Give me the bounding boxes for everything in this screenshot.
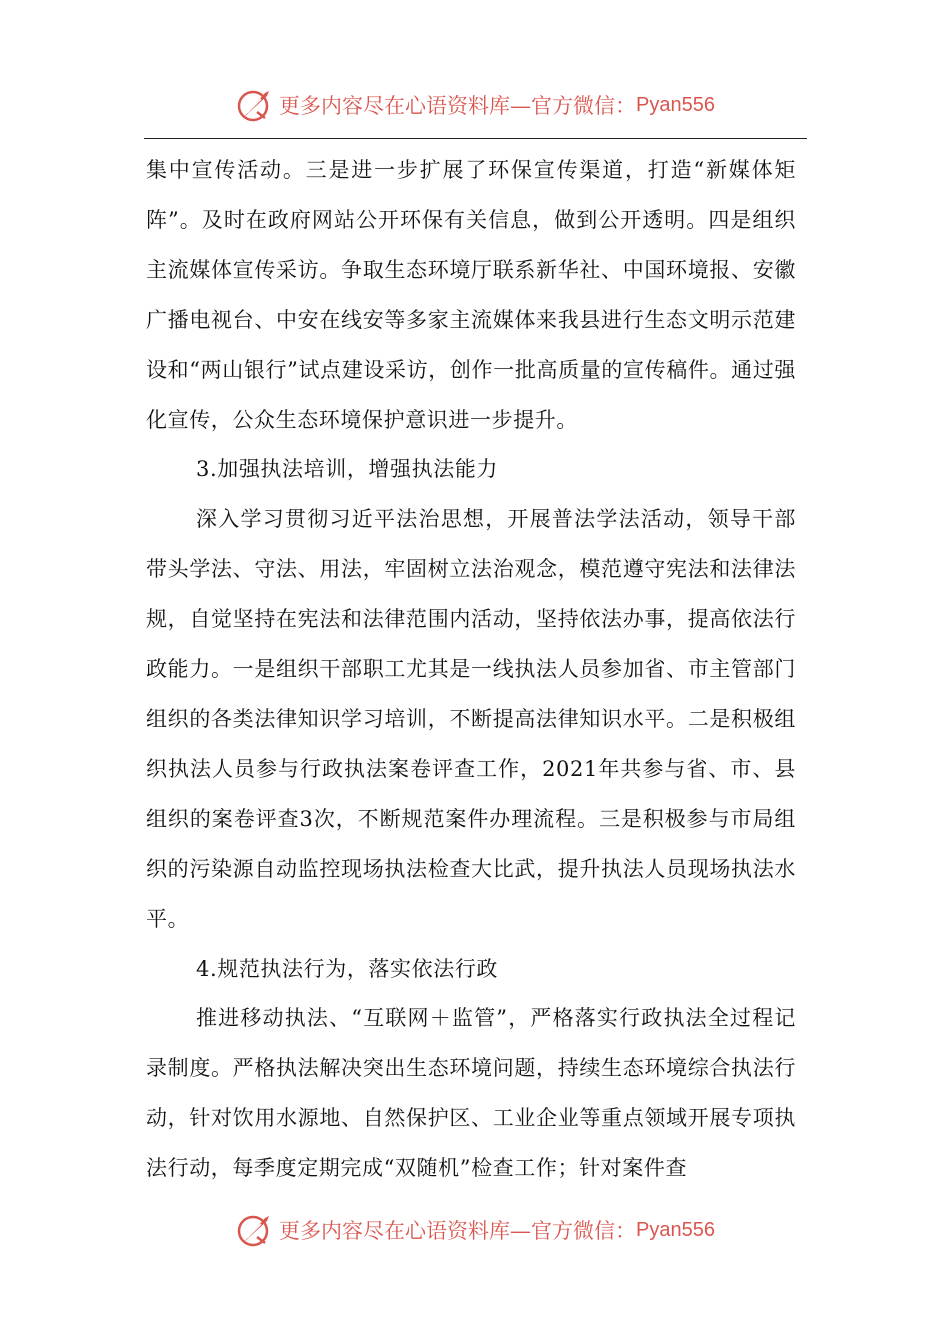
document-body: [146, 146, 796, 1194]
header-banner: [0, 80, 950, 130]
body-paragraph: 深入学习贯彻习近平法治思想，开展普法学法活动，领导干部带头学法、守法、用法，牢固树立法治观念，模范遵守宪法和法律法规，自觉坚持在宪法和法律范围内活动，坚持依法办事，提高依法行政能力。一是组织干部职工尤其是一线执法人员参加省、市主管部门组织的各类法律知识学习培训，不断提高法律知识水平。二是积极组织执法人员参与行政执法案卷评查工作，2021年共参与省、市、县组织的案卷评查3次，不断规范案件办理流程。三是积极参与市局组织的污染源自动监控现场执法检查大比武，提升执法人员现场执法水平。: [146, 507, 796, 931]
body-paragraph: 集中宣传活动。三是进一步扩展了环保宣传渠道，打造“新媒体矩阵”。及时在政府网站公开环保有关信息，做到公开透明。四是组织主流媒体宣传采访。争取生态环境厅联系新华社、中国环境报、安徽广播电视台、中安在线安等多家主流媒体来我县进行生态文明示范建设和“两山银行”试点建设采访，创作一批高质量的宣传稿件。通过强化宣传，公众生态环境保护意识进一步提升。: [146, 158, 796, 432]
banner-text: 更多内容尽在心语资料库—官方微信：: [279, 1219, 637, 1243]
section-heading: 3.加强执法培训，增强执法能力: [196, 457, 499, 482]
header-divider: [144, 138, 807, 139]
quill-logo-icon: [235, 85, 275, 125]
banner-text: 更多内容尽在心语资料库—官方微信：: [279, 94, 637, 118]
body-paragraph: 推进移动执法、“互联网＋监管”，严格落实行政执法全过程记录制度。严格执法解决突出生态环境问题，持续生态环境综合执法行动，针对饮用水源地、自然保护区、工业企业等重点领域开展专项执法行动，每季度定期完成“双随机”检查工作；针对案件查: [146, 1006, 796, 1181]
section-heading: 4.规范执法行为，落实依法行政: [196, 956, 499, 981]
quill-logo-icon: [235, 1210, 275, 1250]
banner-wechat-id: Pyan556: [636, 93, 715, 116]
banner-wechat-id: Pyan556: [636, 1218, 715, 1241]
footer-banner: [0, 1205, 950, 1255]
